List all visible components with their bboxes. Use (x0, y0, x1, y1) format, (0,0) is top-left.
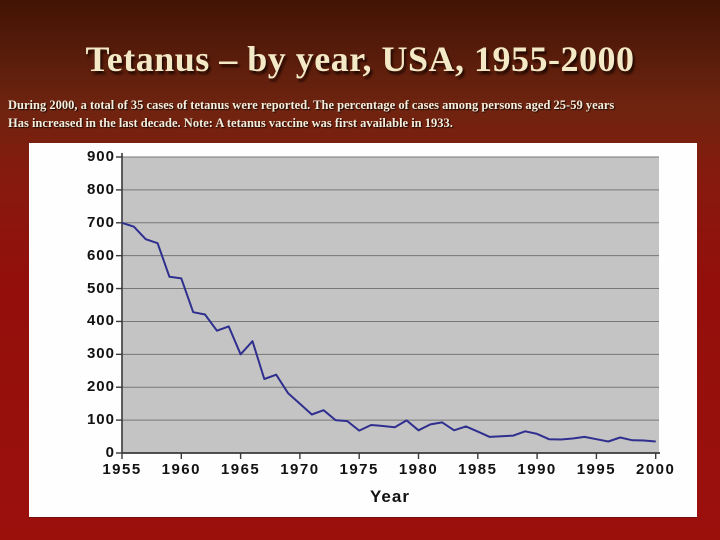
x-tick-label: 1990 (517, 461, 557, 478)
subtitle-line-1: During 2000, a total of 35 cases of tetanus were reported. The percentage of cases among persons aged 25-59 years (8, 98, 615, 112)
x-tick-label: 2000 (636, 461, 676, 478)
plot-area (122, 157, 659, 453)
line-chart (29, 143, 697, 517)
y-tick-label: 0 (105, 444, 115, 461)
subtitle-line-2: Has increased in the last decade. Note: A tetanus vaccine was first available in 1933. (8, 115, 453, 130)
y-tick-label: 800 (86, 180, 115, 198)
x-tick-label: 1955 (102, 461, 142, 478)
x-tick-label: 1980 (398, 461, 439, 478)
x-tick-label: 1995 (576, 461, 617, 478)
x-tick-label: 1965 (220, 461, 261, 478)
y-tick-label: 700 (86, 213, 115, 231)
y-tick-label: 500 (86, 279, 115, 297)
y-tick-label: 600 (86, 246, 115, 264)
y-tick-label: 300 (86, 345, 115, 363)
x-tick-label: 1985 (458, 461, 498, 478)
x-tick-label: 1970 (280, 461, 320, 478)
x-axis-title: Year (370, 487, 410, 506)
x-tick-label: 1960 (161, 461, 201, 478)
y-tick-label: 200 (86, 378, 115, 396)
y-tick-label: 900 (86, 148, 115, 165)
y-tick-label: 400 (86, 312, 115, 330)
slide-subtitle (8, 97, 716, 132)
x-tick-label: 1975 (339, 461, 379, 478)
slide-title: Tetanus – by year, USA, 1955-2000 (85, 39, 635, 79)
y-tick-label: 100 (86, 411, 115, 429)
